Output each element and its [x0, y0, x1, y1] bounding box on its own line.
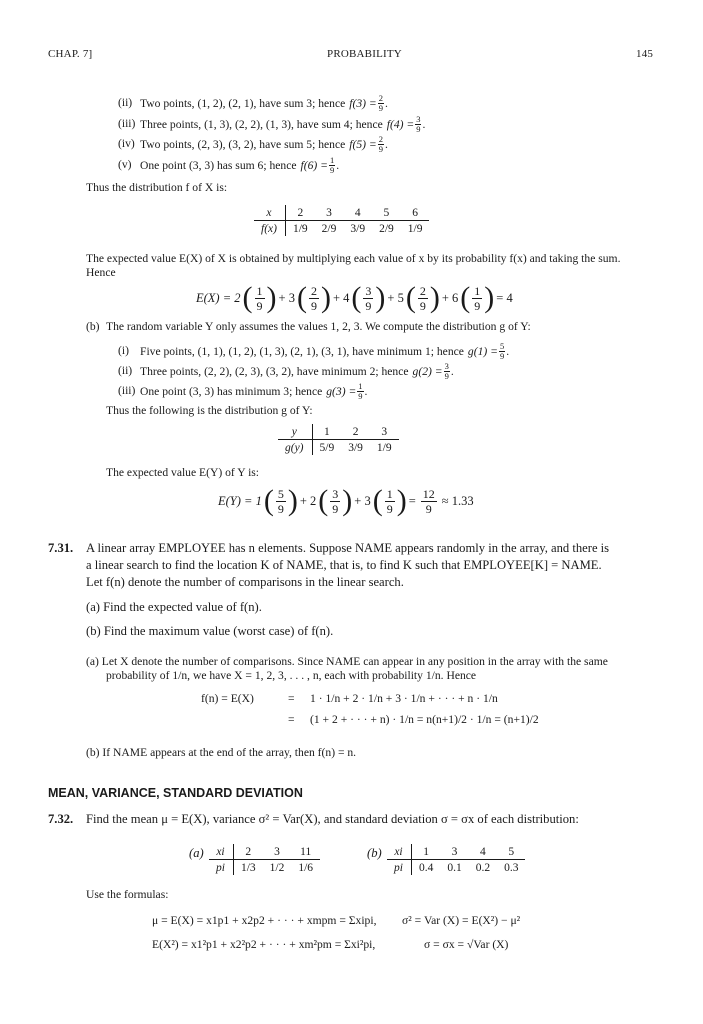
parenthesized-fraction — [373, 486, 407, 516]
fraction-numerator: 2 — [378, 93, 383, 103]
table-cell: 5 — [372, 205, 401, 221]
fraction-denominator: 9 — [416, 123, 421, 134]
fraction-numerator: 1 — [358, 381, 363, 391]
section-title: MEAN, VARIANCE, STANDARD DEVIATION — [48, 786, 303, 800]
fraction-denominator: 9 — [256, 298, 263, 313]
fraction-numerator: 1 — [256, 283, 263, 298]
paren-right: ) — [484, 281, 495, 314]
paren-left: ( — [263, 484, 274, 517]
paren-left: ( — [296, 281, 307, 314]
paren-left: ( — [460, 281, 471, 314]
fraction-numerator: 2 — [378, 134, 383, 144]
problem-731-line3: Let f(n) denote the number of comparisons in the linear search. — [86, 575, 404, 589]
paren-left: ( — [372, 484, 383, 517]
problem-number-731: 7.31. — [48, 541, 74, 555]
table-row-label: g(y) — [278, 440, 312, 456]
paren-right: ) — [375, 281, 386, 314]
eq-sign: = — [408, 493, 416, 508]
fraction — [421, 487, 437, 516]
paren-left: ( — [405, 281, 416, 314]
paren-right: ) — [287, 484, 298, 517]
fraction-denominator: 9 — [425, 501, 432, 516]
eq-lhs: E(Y) = 1 — [218, 493, 262, 508]
table-cell: 2 — [285, 205, 314, 221]
period: . — [384, 138, 388, 151]
fraction — [309, 284, 319, 313]
fraction-numerator: 2 — [310, 283, 317, 298]
paren-right: ) — [396, 484, 407, 517]
distribution-g-table — [278, 424, 399, 455]
fraction — [472, 284, 482, 313]
list-item-number: (ii) — [118, 364, 133, 377]
table-cell: 5/9 — [319, 441, 335, 454]
eq-coef: + 4 — [332, 290, 350, 305]
table-cell: 0.2 — [475, 861, 491, 874]
chapter-label: CHAP. 7] — [48, 48, 93, 60]
table-cell: 1/9 — [376, 441, 392, 454]
function-value: g(3) = — [326, 385, 357, 398]
fraction-numerator: 5 — [277, 486, 284, 501]
problem-732-text: Find the mean μ = E(X), variance σ² = Var(X), and standard deviation σ = σx of each distribution: — [86, 812, 579, 826]
table-cell: 4 — [343, 205, 372, 221]
table-cell: 1/9 — [407, 222, 423, 235]
eq-lhs: E(X) = 2 — [196, 290, 241, 305]
table-cell: 0.3 — [504, 861, 519, 874]
fraction-denominator: 9 — [378, 103, 383, 113]
fraction — [330, 487, 340, 516]
list-item-number: (ii) — [118, 96, 133, 109]
fraction-numerator: 2 — [419, 283, 426, 298]
paren-right: ) — [266, 281, 277, 314]
expected-value-equation — [196, 283, 513, 313]
list-item-number: (iv) — [118, 137, 135, 150]
list-item-text: Three points, (2, 2), (2, 3), (3, 2), have minimum 2; hence — [140, 365, 409, 378]
eq-coef: + 3 — [354, 493, 371, 508]
list-item-number: (iii) — [118, 384, 136, 397]
fraction-denominator: 9 — [474, 298, 481, 313]
table-cell: 2 — [233, 844, 262, 860]
fraction — [499, 342, 505, 361]
parenthesized-fraction — [351, 283, 385, 313]
list-item — [140, 156, 339, 175]
fraction-denominator: 9 — [310, 298, 317, 313]
fraction-numerator: 3 — [416, 113, 421, 124]
paren-right: ) — [342, 484, 353, 517]
solution-a-line1: (a) Let X denote the number of comparisons. Since NAME can appear in any position in the array with the same — [86, 655, 608, 668]
table-cell: 0.1 — [447, 861, 462, 874]
table-cell: 6 — [401, 205, 430, 221]
table-cell: 4 — [469, 844, 497, 860]
table-cell: 1/2 — [269, 861, 285, 874]
fraction-denominator: 9 — [358, 391, 363, 401]
table-b-label: (b) — [367, 846, 382, 860]
fraction-numerator: 3 — [444, 361, 449, 371]
table-cell: 3 — [263, 844, 292, 860]
formula-variance: σ² = Var (X) = E(X²) − μ² — [402, 914, 521, 927]
fraction-denominator: 9 — [386, 501, 393, 516]
eq-rhs-1: 1 · 1/n + 2 · 1/n + 3 · 1/n + · · · + n · 1/n — [310, 692, 498, 705]
table-cell: 3 — [315, 205, 344, 221]
eq-approx: ≈ 1.33 — [441, 493, 474, 508]
eq-lhs: f(n) = E(X) — [201, 692, 254, 705]
fraction-numerator: 1 — [386, 486, 393, 501]
parenthesized-fraction — [406, 283, 440, 313]
table-cell: 3/9 — [350, 222, 366, 235]
parenthesized-fraction — [318, 486, 352, 516]
fraction-numerator: 5 — [499, 341, 505, 351]
parenthesized-fraction — [264, 486, 298, 516]
table-row-label: xi — [387, 844, 411, 860]
expected-text-line1: The expected value E(X) of X is obtained by multiplying each value of x by its probability f(x) and taking the sum. — [86, 252, 621, 265]
fraction-denominator: 9 — [444, 371, 449, 381]
table-cell: 1/3 — [240, 861, 256, 874]
eq-coef: + 3 — [278, 290, 295, 305]
fraction-numerator: 12 — [422, 486, 435, 501]
problem-731-question-b: (b) Find the maximum value (worst case) of f(n). — [86, 624, 334, 638]
table-cell: 2/9 — [379, 222, 394, 235]
table-cell: 1 — [411, 844, 440, 860]
list-item — [140, 362, 454, 381]
paren-left: ( — [242, 281, 253, 314]
fraction-denominator: 9 — [277, 501, 284, 516]
part-b-text: The random variable Y only assumes the values 1, 2, 3. We compute the distribution g of Y: — [106, 320, 531, 333]
paren-left: ( — [351, 281, 362, 314]
table-a-label: (a) — [189, 846, 204, 860]
function-value: f(6) = — [300, 158, 328, 172]
fraction — [363, 284, 373, 313]
table-cell: 1 — [312, 424, 341, 440]
problem-731-question-a: (a) Find the expected value of f(n). — [86, 600, 262, 614]
list-item-number: (iii) — [118, 116, 136, 130]
formula-mean: μ = E(X) = x1p1 + x2p2 + · · · + xmpm = Σxipi, — [152, 914, 377, 927]
fraction-denominator: 9 — [332, 501, 339, 516]
function-value: f(4) = — [386, 117, 415, 131]
eq-sign-1: = — [288, 692, 295, 705]
table-row-label: y — [278, 424, 312, 440]
fraction — [418, 284, 428, 313]
problem-number-732: 7.32. — [48, 812, 74, 826]
fraction-numerator: 3 — [365, 283, 372, 298]
fraction — [385, 487, 395, 516]
table-row-label: xi — [209, 844, 233, 860]
fraction-denominator: 9 — [329, 164, 335, 175]
fraction-denominator: 9 — [499, 351, 505, 361]
fraction — [255, 284, 265, 313]
paren-right: ) — [429, 281, 440, 314]
list-item-text: One point (3, 3) has minimum 3; hence — [140, 385, 323, 398]
fraction-denominator: 9 — [419, 298, 426, 313]
list-item — [140, 115, 425, 134]
period: . — [506, 345, 510, 358]
table-cell: 2/9 — [321, 222, 337, 235]
part-b-label: (b) — [86, 320, 100, 333]
period: . — [364, 385, 368, 398]
eq-rhs-2: (1 + 2 + · · · + n) · 1/n = n(n+1)/2 · 1/n = (n+1)/2 — [310, 713, 539, 726]
eq-rhs: = 4 — [496, 290, 513, 305]
table-row-label: pi — [209, 860, 233, 876]
period: . — [384, 97, 388, 110]
list-item — [140, 94, 388, 113]
fraction-numerator: 1 — [474, 283, 481, 298]
running-title: PROBABILITY — [327, 48, 402, 60]
function-value: f(5) = — [349, 138, 377, 151]
list-item-text: One point (3, 3) has sum 6; hence — [140, 158, 297, 172]
fraction — [276, 487, 286, 516]
eq-coef: + 6 — [441, 290, 459, 305]
table-cell: 3 — [370, 424, 399, 440]
distribution-a-table — [209, 844, 320, 875]
eq-coef: + 5 — [387, 290, 404, 305]
table-row-label: pi — [387, 860, 411, 876]
parenthesized-fraction — [297, 283, 331, 313]
thus-f-text: Thus the distribution f of X is: — [86, 181, 228, 194]
paren-left: ( — [318, 484, 329, 517]
function-value: g(1) = — [467, 345, 498, 358]
fraction-numerator: 1 — [329, 154, 335, 165]
page-number: 145 — [636, 48, 654, 60]
fraction-denominator: 9 — [378, 144, 383, 154]
table-row-label: x — [254, 205, 285, 221]
fraction — [329, 156, 335, 175]
fraction — [378, 135, 384, 154]
ey-equation — [218, 486, 474, 516]
table-cell: 3 — [440, 844, 468, 860]
list-item — [140, 382, 367, 401]
eq-sign-2: = — [288, 713, 295, 726]
parenthesized-fraction — [460, 283, 494, 313]
expected-text-line2: Hence — [86, 266, 116, 279]
list-item-number: (i) — [118, 344, 129, 357]
fraction — [444, 362, 450, 381]
list-item-text: Two points, (2, 3), (3, 2), have sum 5; hence — [140, 138, 346, 151]
table-cell: 0.4 — [418, 861, 434, 874]
list-item-text: Two points, (1, 2), (2, 1), have sum 3; hence — [140, 97, 346, 110]
list-item-text: Five points, (1, 1), (1, 2), (1, 3), (2, 1), (3, 1), have minimum 1; hence — [140, 345, 464, 358]
fraction-numerator: 3 — [332, 486, 339, 501]
table-row-label: f(x) — [254, 221, 285, 237]
period: . — [422, 117, 426, 131]
fraction — [415, 115, 421, 134]
problem-731-line2: a linear search to find the location K of NAME, that is, to find K such that EMPLOYEE[K] = NAME. — [86, 558, 602, 572]
table-cell: 1/6 — [298, 861, 314, 874]
table-cell: 2 — [341, 424, 370, 440]
list-item — [140, 135, 388, 154]
parenthesized-fraction — [243, 283, 277, 313]
fraction-denominator: 9 — [365, 298, 372, 313]
table-cell: 5 — [497, 844, 525, 860]
table-cell: 11 — [291, 844, 320, 860]
use-formulas-text: Use the formulas: — [86, 888, 169, 901]
distribution-b-table — [387, 844, 525, 875]
formula-ex2: E(X²) = x1²p1 + x2²p2 + · · · + xm²pm = Σxi²pi, — [152, 938, 376, 951]
list-item — [140, 342, 509, 361]
eq-coef: + 2 — [299, 493, 317, 508]
ey-text: The expected value E(Y) of Y is: — [106, 466, 260, 479]
solution-a-line2: probability of 1/n, we have X = 1, 2, 3, . . . , n, each with probability 1/n. Hence — [106, 669, 477, 682]
thus-g-text: Thus the following is the distribution g of Y: — [106, 404, 313, 417]
fraction — [378, 94, 384, 113]
fraction — [357, 382, 363, 401]
problem-731-line1: A linear array EMPLOYEE has n elements. Suppose NAME appears randomly in the array, and there is — [86, 541, 610, 555]
formula-sd: σ = σx = √Var (X) — [424, 938, 509, 951]
list-item-number: (v) — [118, 157, 132, 171]
paren-right: ) — [320, 281, 331, 314]
period: . — [450, 365, 454, 378]
table-cell: 3/9 — [348, 441, 363, 454]
table-cell: 1/9 — [292, 222, 308, 235]
list-item-text: Three points, (1, 3), (2, 2), (1, 3), have sum 4; hence — [140, 117, 383, 131]
function-value: f(3) = — [349, 97, 377, 110]
distribution-f-table — [254, 205, 429, 236]
function-value: g(2) = — [412, 365, 443, 378]
solution-b: (b) If NAME appears at the end of the array, then f(n) = n. — [86, 746, 357, 759]
period: . — [336, 158, 340, 172]
